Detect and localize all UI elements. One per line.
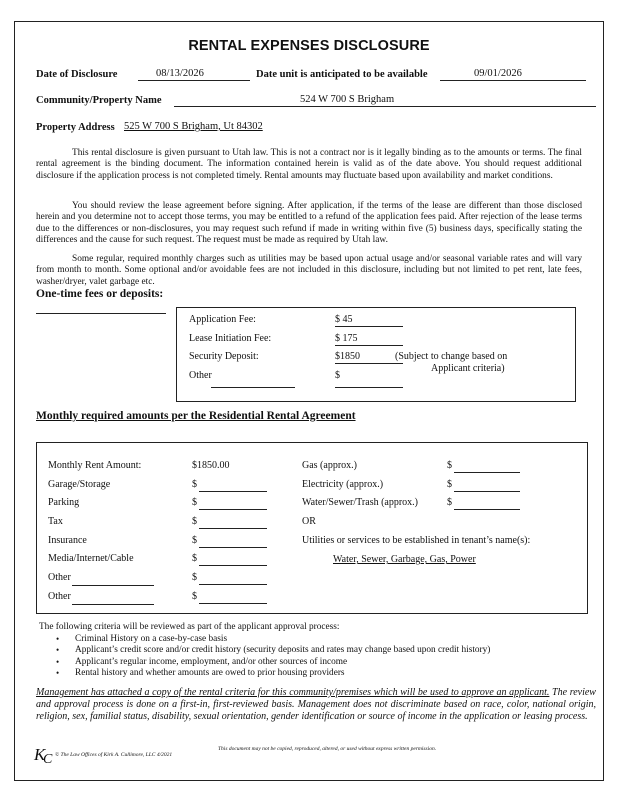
security-deposit-label: Security Deposit: (189, 351, 259, 362)
other-fee-label-underline[interactable] (211, 387, 295, 388)
disclosure-paragraph-3: Some regular, required monthly charges such as utilities may be based upon actual usage and/or seasonal variable rates and will vary from month to month. Some optional and/or avoidable fees are not included in this disclosure, including but not limited to pet rent, late fees, washer/dryer, valet garbage etc. (36, 254, 582, 287)
one-time-fees-box (176, 307, 576, 402)
other-fee-label: Other (189, 370, 212, 381)
monthly-other-2-value[interactable]: $ (192, 591, 197, 602)
utilities-in-tenant-name-value[interactable]: Water, Sewer, Garbage, Gas, Power (333, 554, 476, 565)
footer-copyright: © The Law Offices of Kirk A. Cullimore, LLC 4/2021 (55, 752, 173, 758)
electricity-underline (454, 491, 520, 492)
monthly-rent-label: Monthly Rent Amount: (48, 460, 142, 471)
security-deposit-value[interactable]: $1850 (335, 351, 360, 362)
electricity-value[interactable]: $ (447, 479, 452, 490)
media-internet-cable-value[interactable]: $ (192, 553, 197, 564)
lease-initiation-fee-underline (335, 345, 403, 346)
security-deposit-underline (335, 363, 403, 364)
garage-storage-value[interactable]: $ (192, 479, 197, 490)
criteria-item-credit: Applicant’s credit score and/or credit history (security deposits and rates may change based upon credit history) (75, 645, 491, 655)
applicant-criteria-note: Applicant criteria) (431, 363, 505, 374)
media-internet-cable-label: Media/Internet/Cable (48, 553, 134, 564)
application-fee-label: Application Fee: (189, 314, 256, 325)
criteria-bullet-icon: • (56, 634, 60, 644)
community-label: Community/Property Name (36, 95, 162, 106)
date-of-disclosure-underline (138, 80, 250, 81)
monthly-other-1-label-underline[interactable] (72, 585, 154, 586)
monthly-other-2-label: Other (48, 591, 71, 602)
garage-storage-label: Garage/Storage (48, 479, 111, 490)
application-fee-underline (335, 326, 403, 327)
application-fee-value[interactable]: $ 45 (335, 314, 353, 325)
insurance-underline (199, 547, 267, 548)
monthly-amounts-heading: Monthly required amounts per the Residential Rental Agreement (36, 410, 356, 422)
one-time-fees-heading: One-time fees or deposits: (36, 288, 164, 300)
tax-label: Tax (48, 516, 63, 527)
criteria-bullet-icon: • (56, 645, 60, 655)
address-label: Property Address (36, 122, 115, 133)
page-title: RENTAL EXPENSES DISCLOSURE (188, 38, 430, 54)
tax-underline (199, 528, 267, 529)
criteria-item-income: Applicant’s regular income, employment, and/or other sources of income (75, 657, 348, 667)
criteria-bullet-icon: • (56, 657, 60, 667)
date-of-disclosure-value[interactable]: 08/13/2026 (156, 68, 204, 79)
monthly-other-1-underline (199, 584, 267, 585)
availability-value[interactable]: 09/01/2026 (474, 68, 522, 79)
availability-underline (440, 80, 586, 81)
lease-initiation-fee-value[interactable]: $ 175 (335, 333, 358, 344)
criteria-item-rental-history: Rental history and whether amounts are owed to prior housing providers (75, 668, 345, 678)
law-office-logo-c: C (43, 752, 53, 767)
monthly-other-2-underline (199, 603, 267, 604)
monthly-other-1-label: Other (48, 572, 71, 583)
water-sewer-trash-underline (454, 509, 520, 510)
criteria-intro: The following criteria will be reviewed as part of the applicant approval process: (39, 622, 340, 632)
subject-to-change-note: (Subject to change based on (395, 351, 508, 362)
gas-label: Gas (approx.) (302, 460, 357, 471)
water-sewer-trash-value[interactable]: $ (447, 497, 452, 508)
criteria-bullet-icon: • (56, 668, 60, 678)
parking-value[interactable]: $ (192, 497, 197, 508)
availability-label: Date unit is anticipated to be available (256, 69, 428, 80)
monthly-other-2-label-underline[interactable] (72, 604, 154, 605)
garage-storage-underline (199, 491, 267, 492)
insurance-label: Insurance (48, 535, 87, 546)
one-time-fees-rule (36, 313, 166, 314)
parking-label: Parking (48, 497, 80, 508)
management-statement-rest: The review and approval process is done on a first-in, first-reviewed basis. Management does not discriminate based on race, color, national origin, religion, sex, familial status, disability, sexual orientation, gender identification or source of income in the application or leasing process. (36, 687, 596, 722)
media-internet-cable-underline (199, 565, 267, 566)
disclosure-paragraph-1: This rental disclosure is given pursuant to Utah law. This is not a contract nor is it legally binding as to the amounts or terms. The final rental agreement is the binding document. The information contained herein is valid as of the date above. You should request additional disclosure if the application process is not completed timely. Rental amounts may fluctuate based upon availability and market conditions. (36, 148, 582, 181)
management-statement (36, 687, 596, 723)
monthly-other-1-value[interactable]: $ (192, 572, 197, 583)
address-value[interactable]: 525 W 700 S Brigham, Ut 84302 (124, 121, 263, 132)
other-fee-value[interactable]: $ (335, 370, 340, 381)
insurance-value[interactable]: $ (192, 535, 197, 546)
community-underline (174, 106, 596, 107)
monthly-amounts-box (36, 442, 588, 614)
lease-initiation-fee-label: Lease Initiation Fee: (189, 333, 272, 344)
footer-notice: This document may not be copied, reproduced, altered, or used without express written permission. (218, 746, 437, 752)
monthly-rent-value[interactable]: $1850.00 (192, 460, 230, 471)
criteria-item-criminal-history: Criminal History on a case-by-case basis (75, 634, 228, 644)
disclosure-paragraph-2: You should review the lease agreement before signing. After application, if the terms of the lease are different than those disclosed herein and you determine not to accept those terms, you may be entitled to a refund of the application fees paid. After rejection of the lease terms due to the differences or non-disclosures, you may request such refund if made in writing within five (5) business days, specifically stating the differences and the cause for such request. The request must be made as required by Utah law. (36, 201, 582, 245)
tax-value[interactable]: $ (192, 516, 197, 527)
community-value[interactable]: 524 W 700 S Brigham (300, 94, 395, 105)
or-label: OR (302, 516, 316, 527)
date-of-disclosure-label: Date of Disclosure (36, 69, 118, 80)
management-criteria-link-text: Management has attached a copy of the rental criteria for this community/premises which will be used to approve an applicant. (36, 687, 550, 698)
water-sewer-trash-label: Water/Sewer/Trash (approx.) (302, 497, 419, 508)
gas-value[interactable]: $ (447, 460, 452, 471)
parking-underline (199, 509, 267, 510)
electricity-label: Electricity (approx.) (302, 479, 384, 490)
other-fee-underline (335, 387, 403, 388)
gas-underline (454, 472, 520, 473)
utilities-in-tenant-name-label: Utilities or services to be established in tenant’s name(s): (302, 535, 531, 546)
law-office-logo-k: K (34, 745, 46, 764)
